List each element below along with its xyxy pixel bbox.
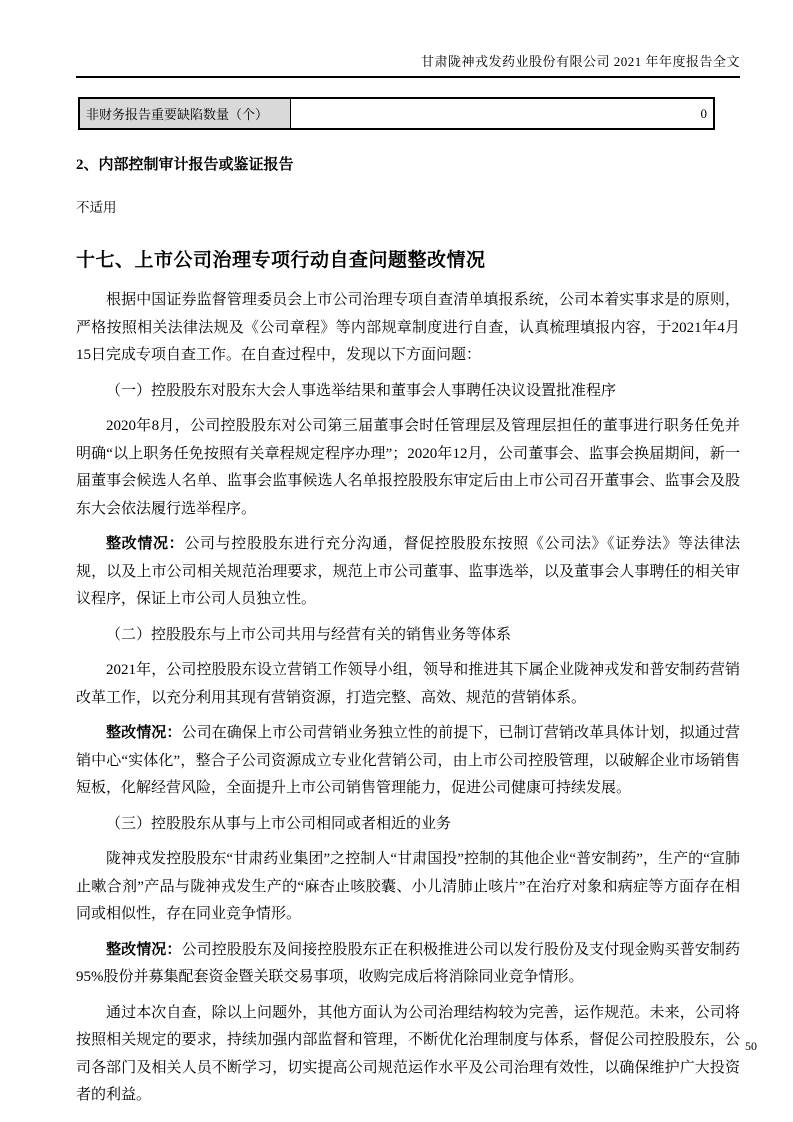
issue-1-remediation [76,531,740,614]
paragraph-prefix: 整改情况： [106,536,185,552]
paragraph-text: 公司在确保上市公司营销业务独立性的前提下，已制订营销改革具体计划，拟通过营销中心“实体化”，整合子公司资源成立专业化营销公司，由上市公司控股管理，以破解企业市场销售短板，化解经营风险，全面提升上市公司销售管理能力，促进公司健康可持续发展。 [76,725,740,796]
issue-3-remediation [76,937,740,992]
defects-table [78,97,715,130]
section-2-heading: 2、内部控制审计报告或鉴证报告 [76,157,294,173]
section-17-body [76,287,740,1110]
page-header [76,0,740,78]
paragraph-text: 2021年，公司控股股东设立营销工作领导小组，领导和推进其下属企业陇神戎发和普安制药营销改革工作，以充分利用其现有营销资源，打造完整、高效、规范的营销体系。 [76,662,740,706]
section-17-heading: 十七、上市公司治理专项行动自查问题整改情况 [76,250,486,271]
paragraph-text: 陇神戎发控股股东“甘肃药业集团”之控制人“甘肃国投”控制的其他企业“普安制药”，生产的“宣肺止嗽合剂”产品与陇神戎发生产的“麻杏止咳胶囊、小儿清肺止咳片”在治疗对象和病症等方面存在相同或相似性，存在同业竞争情形。 [76,851,740,922]
paragraph-prefix: 整改情况： [106,725,182,741]
paragraph-text: 通过本次自查，除以上问题外，其他方面认为公司治理结构较为完善，运作规范。未来，公司将按照相关规定的要求，持续加强内部监督和管理，不断优化治理制度与体系，督促公司控股股东，公司各部门及相关人员不断学习，切实提高公司规范运作水平及公司治理有效性，以确保维护广大投资者的利益。 [76,1004,740,1103]
paragraph-text: 公司与控股股东进行充分沟通，督促控股股东按照《公司法》《证券法》等法律法规，以及上市公司相关规范治理要求，规范上市公司董事、监事选举，以及董事会人事聘任的相关审议程序，保证上市公司人员独立性。 [76,536,740,607]
section-2-body: 不适用 [76,200,117,215]
issue-2-description [76,657,740,712]
paragraph-text: 2020年8月，公司控股股东对公司第三届董事会时任管理层及管理层担任的董事进行职务任免并明确“以上职务任免按照有关章程规定程序办理”；2020年12月，公司董事会、监事会换届期间，新一届董事会候选人名单、监事会监事候选人名单报控股股东审定后由上市公司召开董事会、监事会及股东大会依法履行选举程序。 [76,418,740,517]
issue-3-title [76,811,740,839]
defects-row-label: 非财务报告重要缺陷数量（个） [79,98,291,129]
issue-3-description [76,846,740,929]
report-title: 甘肃陇神戎发药业股份有限公司 2021 年年度报告全文 [420,54,740,69]
page-content [76,0,740,1118]
paragraph-prefix: 整改情况： [106,941,182,958]
table-row [79,98,714,129]
issue-2-title [76,622,740,650]
paragraph-text: 公司控股股东及间接控股股东正在积极推进公司以发行股份及支付现金购买普安制药95%股份并募集配套资金暨关联交易事项，收购完成后将消除同业竞争情形。 [76,941,740,985]
issue-2-remediation [76,720,740,803]
page-number: 50 [745,1039,757,1053]
closing-paragraph [76,1000,740,1110]
paragraph-text: （三）控股股东从事与上市公司相同或者相近的业务 [106,815,452,832]
issue-1-title [76,378,740,406]
issue-1-description [76,413,740,523]
paragraph-intro [76,287,740,370]
paragraph-text: （二）控股股东与上市公司共用与经营有关的销售业务等体系 [106,626,512,643]
paragraph-text: （一）控股股东对股东大会人事选举结果和董事会人事聘任决议设置批准程序 [106,382,617,399]
paragraph-text: 根据中国证券监督管理委员会上市公司治理专项自查清单填报系统，公司本着实事求是的原则，严格按照相关法律法规及《公司章程》等内部规章制度进行自查，认真梳理填报内容，于2021年4月15日完成专项自查工作。在自查过程中，发现以下方面问题： [76,292,740,363]
defects-row-value: 0 [291,98,715,129]
